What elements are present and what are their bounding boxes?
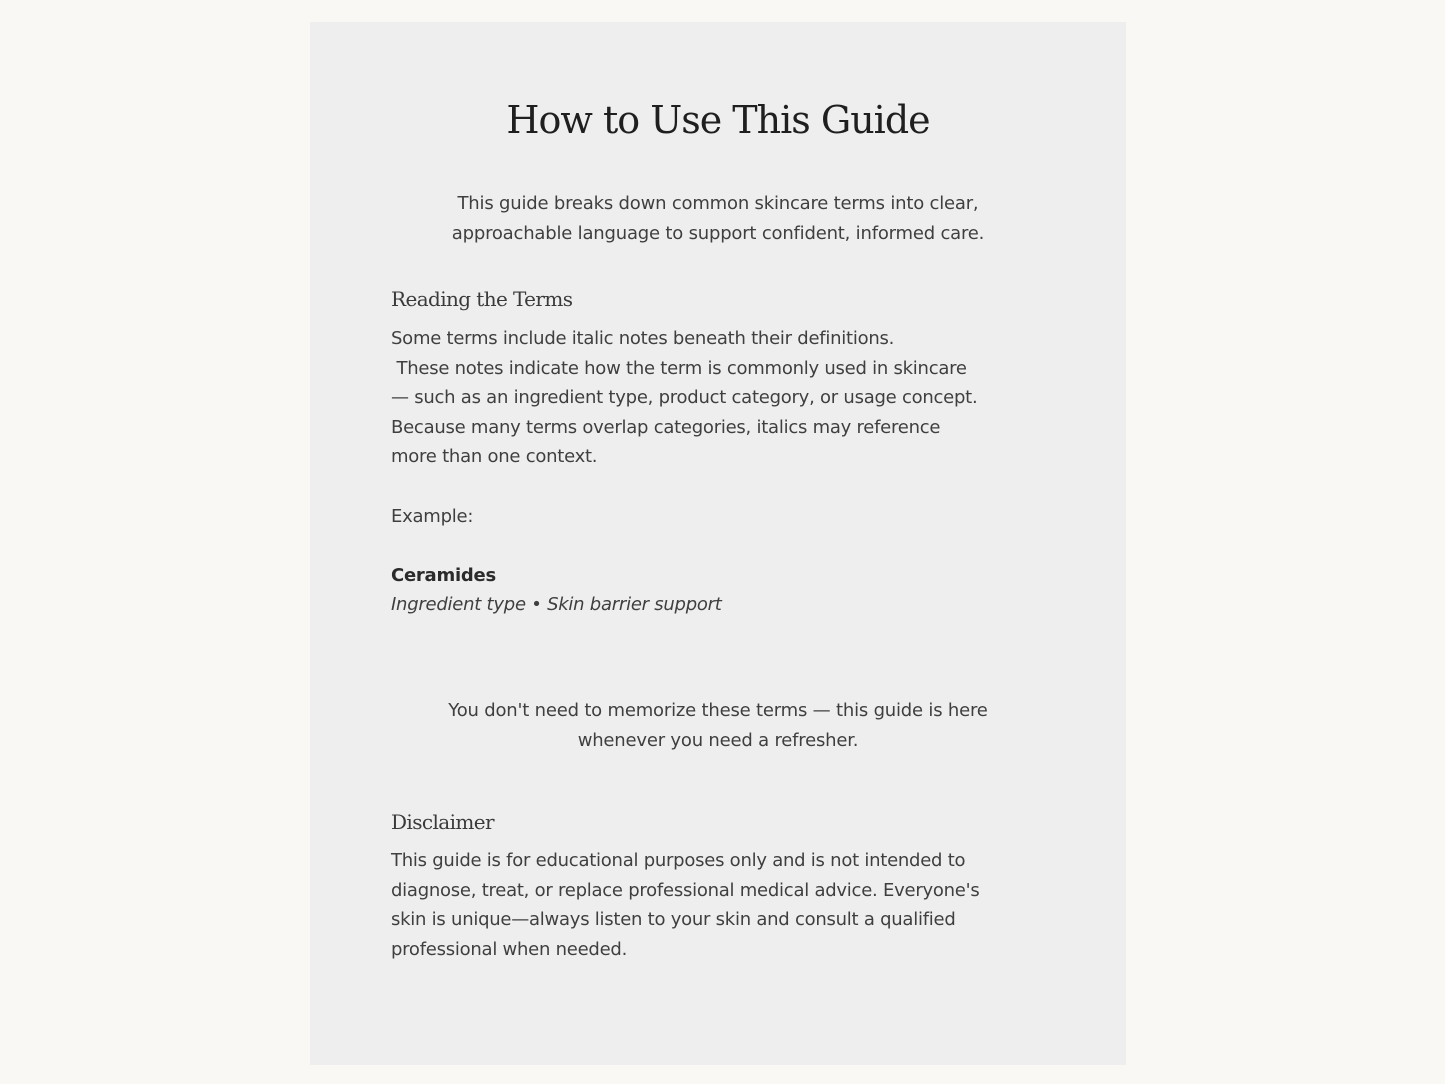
intro-line: approachable language to support confident, informed care. xyxy=(451,222,985,244)
example-label: Example: xyxy=(391,506,474,527)
guide-page xyxy=(310,22,1126,1065)
disclaimer-line: skin is unique—always listen to your skin and consult a qualified xyxy=(391,909,956,930)
reminder-line: whenever you need a refresher. xyxy=(577,729,859,751)
reminder-paragraph xyxy=(310,696,1126,755)
reading-terms-line: more than one context. xyxy=(391,446,598,467)
intro-line: This guide breaks down common skincare terms into clear, xyxy=(457,193,979,214)
reading-terms-line: Some terms include italic notes beneath their definitions. xyxy=(391,328,895,349)
intro-paragraph xyxy=(310,189,1126,248)
reading-terms-paragraph xyxy=(391,324,1071,472)
disclaimer-line: professional when needed. xyxy=(391,938,628,960)
reading-terms-line: — such as an ingredient type, product category, or usage concept. xyxy=(391,387,978,408)
reading-terms-line: These notes indicate how the term is commonly used in skincare xyxy=(391,357,967,379)
disclaimer-line: This guide is for educational purposes only and is not intended to xyxy=(391,850,966,871)
disclaimer-heading: Disclaimer xyxy=(391,810,494,834)
example-term: Ceramides xyxy=(391,565,496,586)
reading-terms-heading: Reading the Terms xyxy=(391,287,573,311)
example-usage-note: Ingredient type • Skin barrier support xyxy=(391,594,722,615)
disclaimer-paragraph xyxy=(391,846,1071,964)
reading-terms-line: Because many terms overlap categories, italics may reference xyxy=(391,416,941,438)
page-title: How to Use This Guide xyxy=(506,98,930,142)
disclaimer-line: diagnose, treat, or replace professional medical advice. Everyone's xyxy=(391,879,980,901)
reminder-line: You don't need to memorize these terms — this guide is here xyxy=(448,700,988,721)
